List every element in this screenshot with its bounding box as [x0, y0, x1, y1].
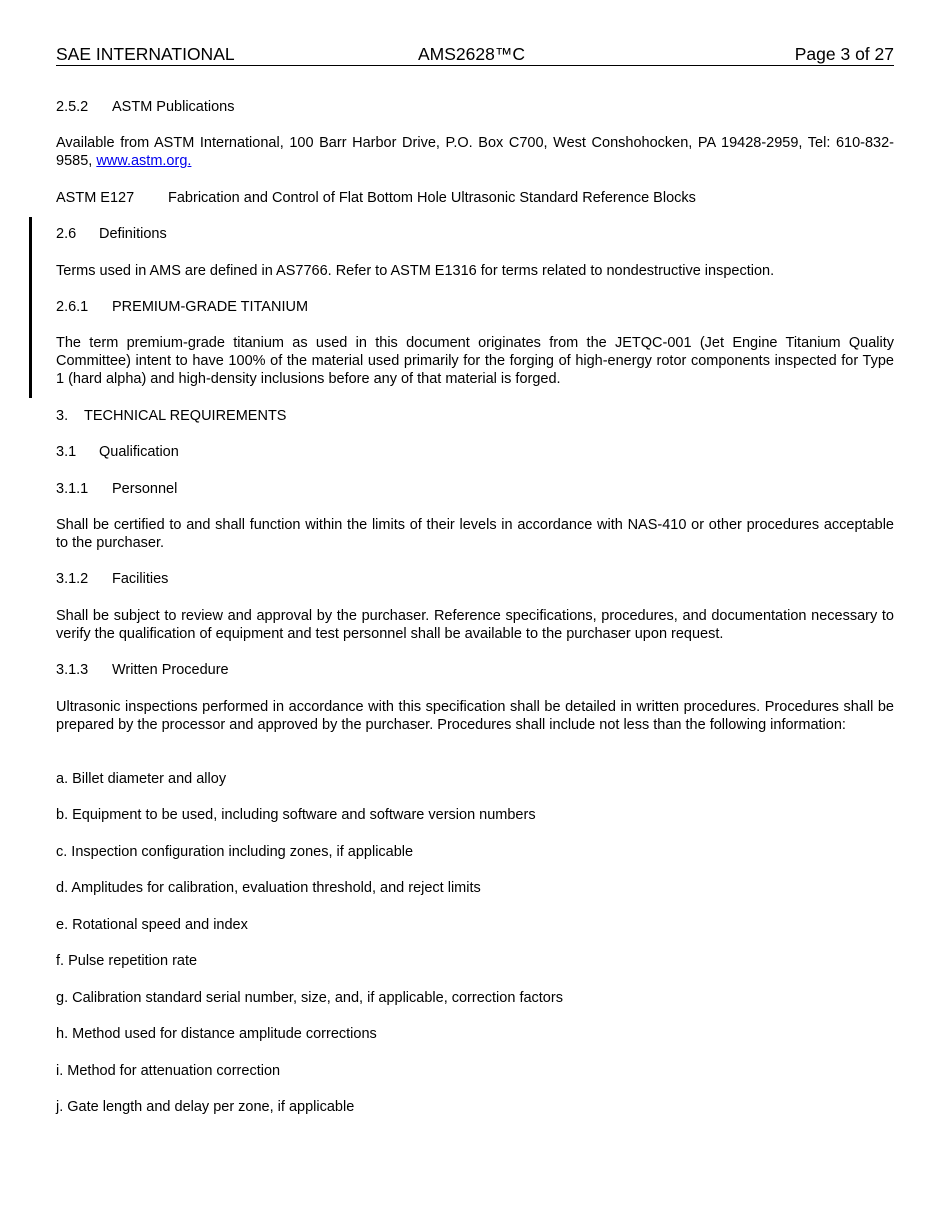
- list-item: b. Equipment to be used, including software and software version numbers: [56, 807, 536, 823]
- page-header: [56, 44, 894, 66]
- revision-change-bar: [29, 217, 32, 398]
- list-item: i. Method for attenuation correction: [56, 1063, 281, 1079]
- header-org: SAE INTERNATIONAL: [56, 44, 235, 64]
- header-doc-id: AMS2628™C: [418, 44, 525, 64]
- heading-3-1-3: 3.1.3 Written Procedure: [56, 662, 229, 678]
- list-item: h. Method used for distance amplitude corrections: [56, 1026, 377, 1042]
- heading-2-5-2: 2.5.2 ASTM Publications: [56, 99, 235, 115]
- premium-grade-paragraph: The term premium-grade titanium as used in this document originates from the JETQC-001 (Jet Engine Titanium Quality Committee) intent to have 100% of the material used primarily for the forging of high-energy rotor components inspected for Type 1 (hard alpha) and high-density inclusions before any of that material is forged.: [56, 335, 894, 387]
- astm-availability-paragraph: Available from ASTM International, 100 Barr Harbor Drive, P.O. Box C700, West Conshohocken, PA 19428-2959, Tel: 610-832-9585, www.astm.org.: [56, 135, 894, 169]
- list-item: a. Billet diameter and alloy: [56, 771, 227, 787]
- list-item: g. Calibration standard serial number, size, and, if applicable, correction factors: [56, 990, 563, 1006]
- heading-2-6: 2.6 Definitions: [56, 226, 167, 242]
- list-item: d. Amplitudes for calibration, evaluation threshold, and reject limits: [56, 880, 481, 896]
- astm-website-link[interactable]: www.astm.org.: [96, 153, 192, 169]
- personnel-paragraph: Shall be certified to and shall function within the limits of their levels in accordance with NAS-410 or other procedures acceptable to the purchaser.: [56, 517, 894, 551]
- list-item: c. Inspection configuration including zones, if applicable: [56, 844, 414, 860]
- heading-3: 3. TECHNICAL REQUIREMENTS: [56, 408, 287, 424]
- list-item: f. Pulse repetition rate: [56, 953, 198, 969]
- heading-3-1: 3.1 Qualification: [56, 444, 179, 460]
- heading-3-1-1: 3.1.1 Personnel: [56, 481, 178, 497]
- list-item: j. Gate length and delay per zone, if applicable: [56, 1099, 355, 1115]
- facilities-paragraph: Shall be subject to review and approval by the purchaser. Reference specifications, procedures, and documentation necessary to verify the qualification of equipment and test personnel shall be available to the purchaser upon request.: [56, 608, 894, 642]
- list-item: e. Rotational speed and index: [56, 917, 248, 933]
- header-page-number: Page 3 of 27: [794, 44, 894, 64]
- heading-2-6-1: 2.6.1 PREMIUM-GRADE TITANIUM: [56, 299, 309, 315]
- definitions-paragraph: Terms used in AMS are defined in AS7766. Refer to ASTM E1316 for terms related to nondestructive inspection.: [56, 263, 775, 279]
- reference-astm-e127: ASTM E127 Fabrication and Control of Flat Bottom Hole Ultrasonic Standard Reference Blocks: [56, 190, 696, 206]
- heading-3-1-2: 3.1.2 Facilities: [56, 571, 169, 587]
- written-procedure-paragraph: Ultrasonic inspections performed in accordance with this specification shall be detailed in written procedures. Procedures shall be prepared by the processor and approved by the purchaser. Procedures shall include not less than the following information:: [56, 699, 894, 733]
